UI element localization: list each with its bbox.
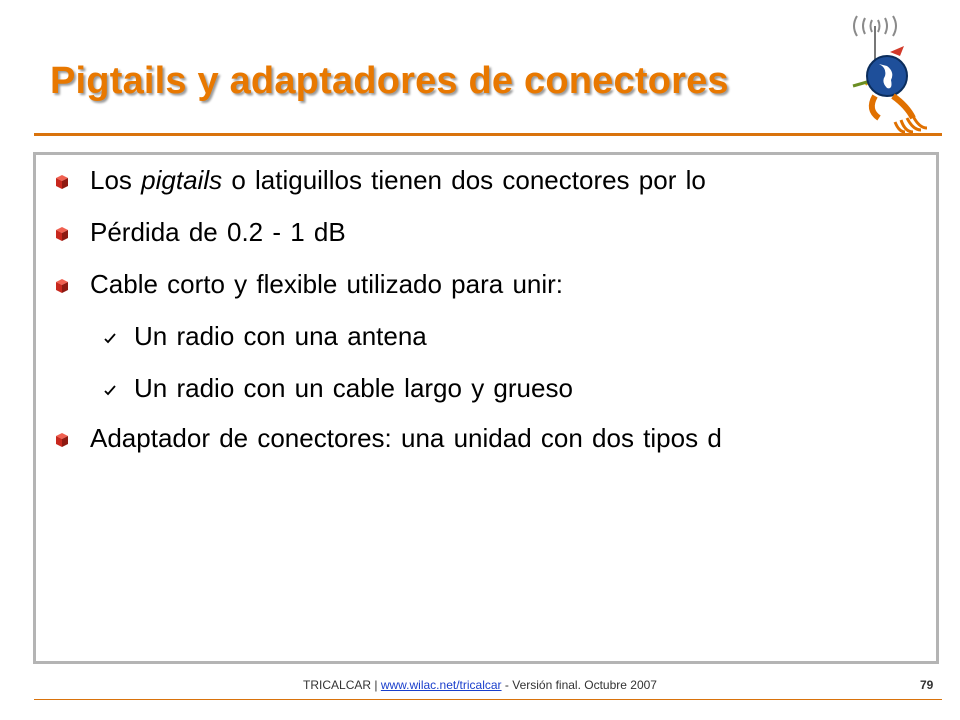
emphasis-pigtails: pigtails bbox=[141, 165, 223, 195]
sub-bullet-text: Un radio con una antena bbox=[134, 321, 427, 351]
checkmark-icon bbox=[104, 332, 116, 344]
footer-version: - Versión final. Octubre 2007 bbox=[504, 678, 657, 692]
slide-title: Pigtails y adaptadores de conectores bbox=[50, 60, 729, 102]
checkmark-icon bbox=[104, 384, 116, 396]
red-cube-bullet-icon bbox=[56, 175, 68, 189]
footer-divider bbox=[34, 699, 942, 700]
red-cube-bullet-icon bbox=[56, 433, 68, 447]
footer-org: TRICALCAR bbox=[303, 678, 372, 692]
bullet-text: Adaptador de conectores: una unidad con dos tipos d bbox=[90, 423, 722, 453]
tricalcar-logo-icon bbox=[835, 4, 960, 136]
sub-bullet-text: Un radio con un cable largo y grueso bbox=[134, 373, 573, 403]
footer-link[interactable]: www.wilac.net/tricalcar bbox=[380, 678, 502, 692]
footer bbox=[0, 678, 960, 692]
bullet-text: Cable corto y flexible utilizado para unir: bbox=[90, 269, 564, 299]
content-box bbox=[33, 152, 939, 664]
title-divider bbox=[34, 133, 942, 136]
footer-separator: | bbox=[374, 678, 378, 692]
page-number: 79 bbox=[920, 678, 934, 692]
bullet-text: Pérdida de 0.2 - 1 dB bbox=[90, 217, 346, 247]
red-cube-bullet-icon bbox=[56, 279, 68, 293]
red-cube-bullet-icon bbox=[56, 227, 68, 241]
bullet-text: Los pigtails o latiguillos tienen dos conectores por lo bbox=[90, 165, 706, 195]
